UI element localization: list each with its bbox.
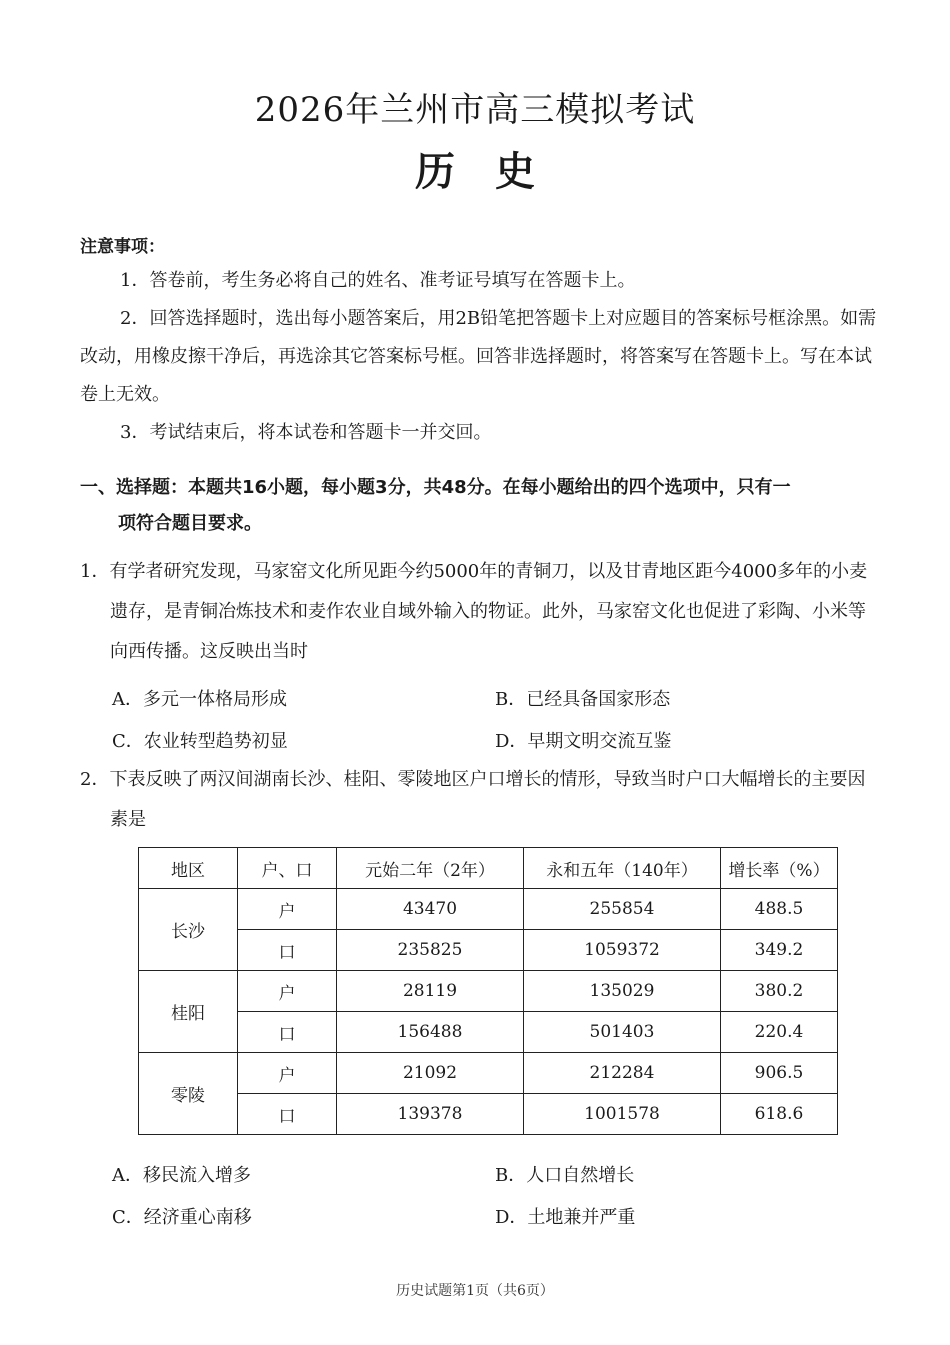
value-cell: 212284	[524, 1053, 721, 1094]
region-cell: 桂阳	[139, 971, 238, 1053]
question-2-text: 2．下表反映了两汉间湖南长沙、桂阳、零陵地区户口增长的情形，导致当时户口大幅增长的主要因素是	[80, 769, 866, 830]
value-cell: 235825	[337, 930, 524, 971]
question-1-stem	[80, 552, 880, 672]
rate-cell: 488.5	[721, 889, 838, 930]
q2-option-b: B．人口自然增长	[495, 1165, 635, 1186]
value-cell: 501403	[524, 1012, 721, 1053]
header-rate: 增长率（%）	[721, 848, 838, 889]
type-cell: 口	[238, 930, 337, 971]
value-cell: 255854	[524, 889, 721, 930]
rate-cell: 380.2	[721, 971, 838, 1012]
question-2-stem	[80, 760, 880, 840]
rate-cell: 906.5	[721, 1053, 838, 1094]
q2-option-c: C．经济重心南移	[112, 1207, 252, 1228]
value-cell: 135029	[524, 971, 721, 1012]
table-row	[139, 971, 838, 1012]
header-type: 户、口	[238, 848, 337, 889]
exam-title: 2026年兰州市高三模拟考试	[254, 90, 696, 130]
rate-cell: 349.2	[721, 930, 838, 971]
value-cell: 43470	[337, 889, 524, 930]
value-cell: 139378	[337, 1094, 524, 1135]
q2-option-d: D．土地兼并严重	[495, 1207, 636, 1228]
table-row	[139, 1053, 838, 1094]
value-cell: 1059372	[524, 930, 721, 971]
type-cell: 口	[238, 1012, 337, 1053]
table-row	[139, 1094, 838, 1135]
notice-item-2: 2．回答选择题时，选出每小题答案后，用2B铅笔把答题卡上对应题目的答案标号框涂黑。如需改动，用橡皮擦干净后，再选涂其它答案标号框。回答非选择题时，将答案写在答题卡上。写在本试卷上无效。	[80, 308, 877, 405]
notice-heading: 注意事项：	[80, 237, 165, 257]
type-cell: 户	[238, 971, 337, 1012]
q1-option-d: D．早期文明交流互鉴	[495, 731, 672, 752]
q2-option-a: A．移民流入增多	[112, 1165, 251, 1186]
question-1-text: 1．有学者研究发现，马家窑文化所见距今约5000年的青铜刀，以及甘青地区距今4000多年的小麦遗存，是青铜冶炼技术和麦作农业自域外输入的物证。此外，马家窑文化也促进了彩陶、小米等向西传播。这反映出当时	[80, 561, 868, 662]
value-cell: 1001578	[524, 1094, 721, 1135]
header-region: 地区	[139, 848, 238, 889]
rate-cell: 618.6	[721, 1094, 838, 1135]
type-cell: 户	[238, 889, 337, 930]
section-heading	[80, 470, 880, 542]
region-cell: 零陵	[139, 1053, 238, 1135]
type-cell: 户	[238, 1053, 337, 1094]
section-heading-line1: 一、选择题：本题共16小题，每小题3分，共48分。在每小题给出的四个选项中，只有一	[80, 477, 791, 498]
notice-item-3: 3．考试结束后，将本试卷和答题卡一并交回。	[120, 422, 492, 443]
header-year-140: 永和五年（140年）	[524, 848, 721, 889]
notice-item-1: 1．答卷前，考生务必将自己的姓名、准考证号填写在答题卡上。	[120, 270, 636, 291]
table-header-row	[139, 848, 838, 889]
page-footer: 历史试题第1页（共6页）	[396, 1283, 554, 1299]
q1-option-a: A．多元一体格局形成	[112, 689, 287, 710]
section-heading-line2: 项符合题目要求。	[118, 513, 262, 534]
value-cell: 156488	[337, 1012, 524, 1053]
table-row	[139, 889, 838, 930]
q1-option-c: C．农业转型趋势初显	[112, 731, 288, 752]
table-row	[139, 930, 838, 971]
region-cell: 长沙	[139, 889, 238, 971]
subject-title: 历史	[415, 148, 575, 195]
rate-cell: 220.4	[721, 1012, 838, 1053]
type-cell: 口	[238, 1094, 337, 1135]
population-table	[138, 847, 838, 1135]
header-year-2: 元始二年（2年）	[337, 848, 524, 889]
q1-option-b: B．已经具备国家形态	[495, 689, 671, 710]
value-cell: 28119	[337, 971, 524, 1012]
table-row	[139, 1012, 838, 1053]
value-cell: 21092	[337, 1053, 524, 1094]
